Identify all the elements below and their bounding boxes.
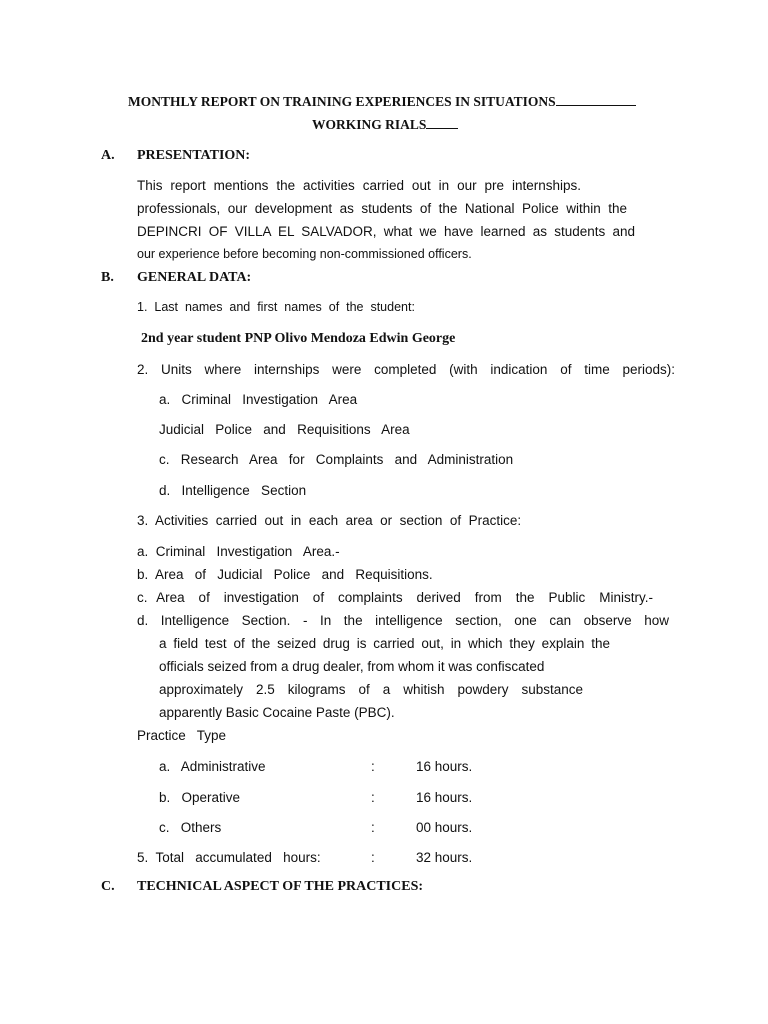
presentation-line-2: professionals, our development as students of the National Police within the bbox=[137, 201, 627, 216]
general-item-1: 1. Last names and first names of the student: bbox=[137, 300, 415, 314]
section-a-letter: A. bbox=[101, 148, 115, 163]
activity-b: b. Area of Judicial Police and Requisitions. bbox=[137, 567, 433, 582]
unit-d: d. Intelligence Section bbox=[159, 483, 307, 498]
presentation-line-3: DEPINCRI OF VILLA EL SALVADOR, what we have learned as students and bbox=[137, 224, 635, 239]
activity-d-line-2: a field test of the seized drug is carried out, in which they explain the bbox=[159, 636, 610, 651]
practice-type-label: Practice Type bbox=[137, 728, 227, 743]
unit-c: c. Research Area for Complaints and Administration bbox=[159, 452, 514, 467]
total-hours-sep: : bbox=[371, 850, 375, 865]
activity-c: c. Area of investigation of complaints derived from the Public Ministry.- bbox=[137, 590, 653, 605]
presentation-line-1: This report mentions the activities carried out in our pre internships. bbox=[137, 178, 581, 193]
student-name: 2nd year student PNP Olivo Mendoza Edwin George bbox=[141, 331, 456, 346]
practice-row-sep: : bbox=[371, 820, 375, 835]
total-hours-label: 5. Total accumulated hours: bbox=[137, 850, 321, 865]
practice-row-label: b. Operative bbox=[159, 790, 241, 805]
title-text-2: WORKING RIALS bbox=[312, 117, 427, 132]
title-underline-1 bbox=[556, 105, 636, 106]
title-text-1: MONTHLY REPORT ON TRAINING EXPERIENCES IN SITUATIONS bbox=[128, 94, 556, 109]
title-underline-2 bbox=[426, 128, 458, 129]
section-c-heading: TECHNICAL ASPECT OF THE PRACTICES: bbox=[137, 879, 424, 894]
total-hours-value: 32 hours. bbox=[416, 850, 473, 865]
activity-d-line-3: officials seized from a drug dealer, from whom it was confiscated bbox=[159, 659, 545, 674]
report-title-line-1 bbox=[128, 94, 636, 110]
activity-d-line-5: apparently Basic Cocaine Paste (PBC). bbox=[159, 705, 395, 720]
section-c-letter: C. bbox=[101, 879, 115, 894]
practice-row-value: 00 hours. bbox=[416, 820, 473, 835]
activity-d: d. Intelligence Section. - In the intelligence section, one can observe how bbox=[137, 613, 669, 628]
practice-row-value: 16 hours. bbox=[416, 759, 473, 774]
activity-d-line-4: approximately 2.5 kilograms of a whitish powdery substance bbox=[159, 682, 583, 697]
practice-row-label: c. Others bbox=[159, 820, 222, 835]
activity-a: a. Criminal Investigation Area.- bbox=[137, 544, 340, 559]
general-item-2: 2. Units where internships were completed (with indication of time periods): bbox=[137, 362, 675, 377]
unit-b: Judicial Police and Requisitions Area bbox=[159, 422, 410, 437]
practice-row-sep: : bbox=[371, 759, 375, 774]
practice-row-value: 16 hours. bbox=[416, 790, 473, 805]
section-a-heading: PRESENTATION: bbox=[137, 148, 251, 163]
report-title-line-2 bbox=[312, 117, 458, 133]
general-item-3: 3. Activities carried out in each area or section of Practice: bbox=[137, 513, 522, 528]
presentation-line-4: our experience before becoming non-commissioned officers. bbox=[137, 247, 472, 261]
practice-row-label: a. Administrative bbox=[159, 759, 266, 774]
section-b-heading: GENERAL DATA: bbox=[137, 270, 252, 285]
section-b-letter: B. bbox=[101, 270, 114, 285]
unit-a: a. Criminal Investigation Area bbox=[159, 392, 358, 407]
practice-row-sep: : bbox=[371, 790, 375, 805]
